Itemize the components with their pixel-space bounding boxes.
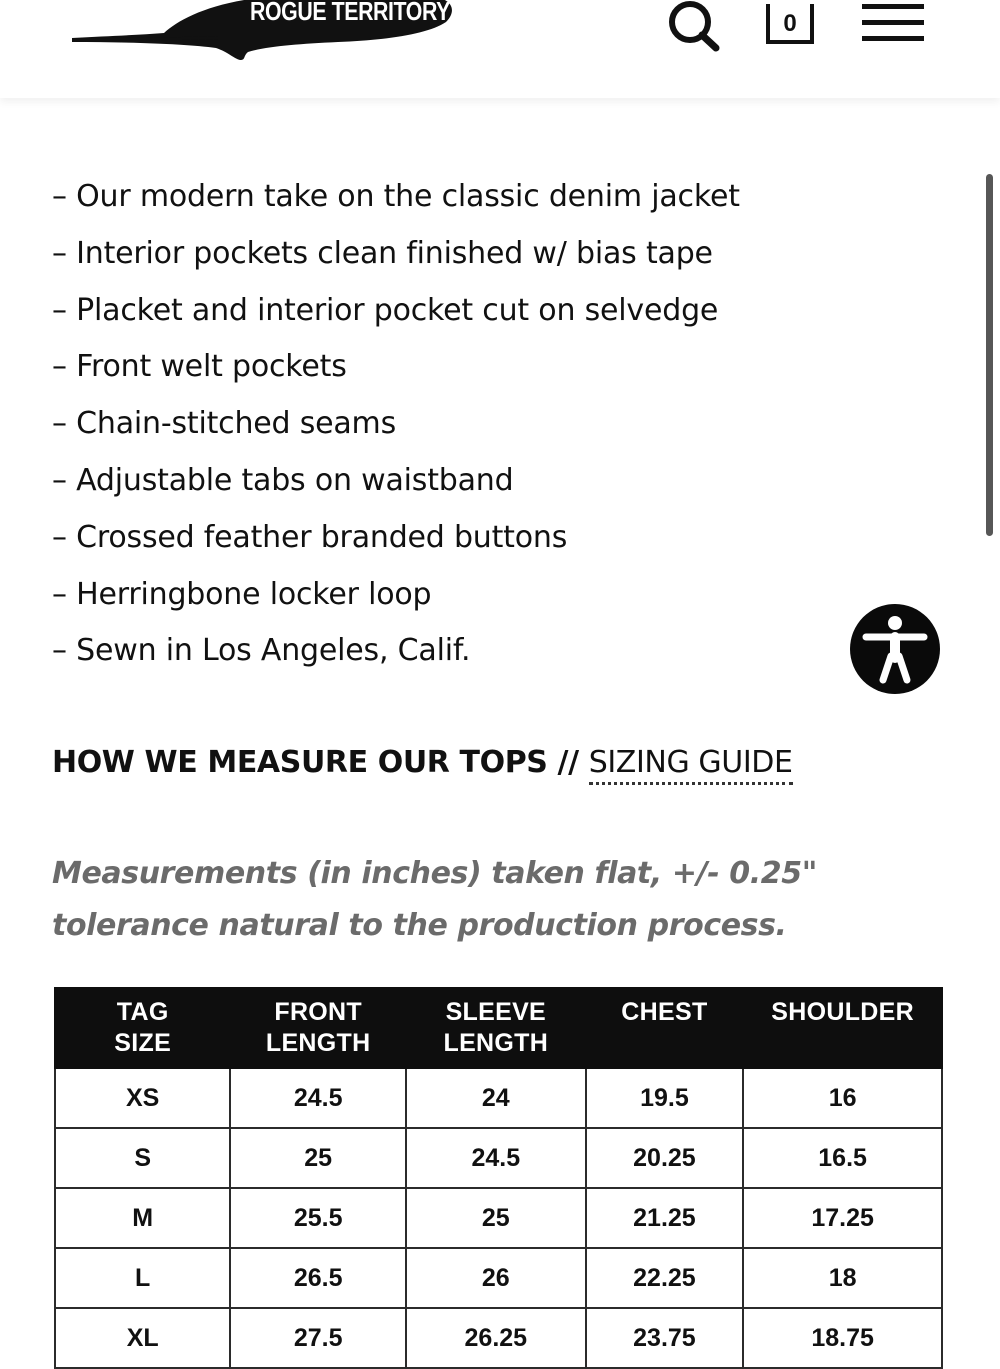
table-row	[55, 1068, 942, 1128]
accessibility-person-icon	[850, 604, 940, 694]
cell-chest: 23.75	[586, 1308, 744, 1368]
page-scrollbar[interactable]	[986, 174, 993, 536]
cell-chest: 21.25	[586, 1188, 744, 1248]
cell-shoulder: 16	[743, 1068, 942, 1128]
column-header-chest: CHEST	[586, 988, 744, 1068]
table-row	[55, 1308, 942, 1368]
cell-front-length: 26.5	[230, 1248, 406, 1308]
column-header-sleeve-length: SLEEVE LENGTH	[406, 988, 586, 1068]
search-button[interactable]	[664, 0, 724, 52]
menu-button[interactable]	[862, 4, 926, 46]
column-header-front-length: FRONT LENGTH	[230, 988, 406, 1068]
product-features-list	[52, 172, 740, 683]
cell-tag-size: XS	[55, 1068, 230, 1128]
cell-shoulder: 17.25	[743, 1188, 942, 1248]
cell-chest: 19.5	[586, 1068, 744, 1128]
cell-front-length: 27.5	[230, 1308, 406, 1368]
feature-item: – Our modern take on the classic denim jacket	[52, 179, 740, 214]
cell-sleeve-length: 24.5	[406, 1128, 586, 1188]
sizing-guide-link[interactable]: SIZING GUIDE	[589, 745, 793, 785]
brand-name: ROGUE TERRITORY	[250, 0, 450, 26]
cell-tag-size: XL	[55, 1308, 230, 1368]
cell-tag-size: L	[55, 1248, 230, 1308]
size-table	[54, 987, 943, 1369]
cart-button[interactable]	[764, 0, 820, 50]
feature-item: – Interior pockets clean finished w/ bias tape	[52, 235, 713, 271]
cell-tag-size: S	[55, 1128, 230, 1188]
feature-item: – Front welt pockets	[52, 349, 347, 385]
cell-front-length: 25	[230, 1128, 406, 1188]
cell-chest: 20.25	[586, 1128, 744, 1188]
cell-front-length: 24.5	[230, 1068, 406, 1128]
feature-item: – Herringbone locker loop	[52, 576, 432, 612]
cart-count: 0	[783, 10, 797, 37]
cell-sleeve-length: 25	[406, 1188, 586, 1248]
cell-shoulder: 18	[743, 1248, 942, 1308]
feature-item: – Chain-stitched seams	[52, 406, 397, 442]
cell-tag-size: M	[55, 1188, 230, 1248]
table-row	[55, 1128, 942, 1188]
column-header-tag-size: TAG SIZE	[55, 988, 230, 1068]
feature-item: – Adjustable tabs on waistband	[52, 462, 514, 498]
feature-item: – Sewn in Los Angeles, Calif.	[52, 633, 471, 669]
cell-sleeve-length: 24	[406, 1068, 586, 1128]
cell-shoulder: 16.5	[743, 1128, 942, 1188]
feature-item: – Placket and interior pocket cut on selvedge	[52, 292, 719, 328]
measurement-note: Measurements (in inches) taken flat, +/- 0.25" tolerance natural to the production process.	[52, 856, 817, 943]
brand-logo[interactable]	[68, 0, 458, 64]
cell-sleeve-length: 26	[406, 1248, 586, 1308]
feature-item: – Crossed feather branded buttons	[52, 519, 568, 555]
table-row	[55, 1248, 942, 1308]
cell-chest: 22.25	[586, 1248, 744, 1308]
search-icon	[664, 0, 724, 52]
measure-heading-text: HOW WE MEASURE OUR TOPS //	[52, 745, 589, 780]
cell-shoulder: 18.75	[743, 1308, 942, 1368]
table-header-row	[55, 988, 942, 1068]
column-header-shoulder: SHOULDER	[743, 988, 942, 1068]
accessibility-button[interactable]	[850, 604, 940, 694]
cell-sleeve-length: 26.25	[406, 1308, 586, 1368]
site-header	[0, 0, 1000, 98]
cell-front-length: 25.5	[230, 1188, 406, 1248]
table-row	[55, 1188, 942, 1248]
measure-heading	[52, 740, 793, 786]
